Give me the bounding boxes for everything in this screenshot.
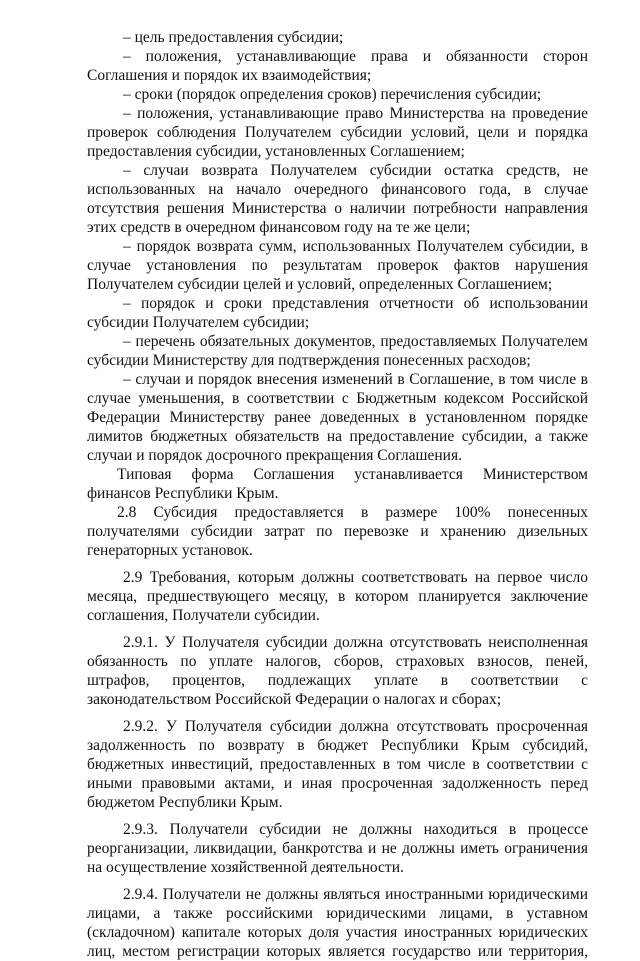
paragraph-16: 2.9.4. Получатели не должны являться иностранными юридическими лицами, а также российскими юридическими лицами, в уставном (складочном) капитале которых доля участия иностранных юридических лиц, местом регистрации которых является государство или территория, — [87, 886, 588, 960]
paragraph-8: – перечень обязательных документов, предоставляемых Получателем субсидии Министерству для подтверждения понесенных расходов; — [87, 333, 588, 369]
paragraph-7: – порядок и сроки представления отчетности об использовании субсидии Получателем субсидии; — [87, 295, 588, 331]
paragraph-9: – случаи и порядок внесения изменений в Соглашение, в том числе в случае уменьшения, в соответствии с Бюджетным кодексом Российской Федерации Министерству ранее доведенных в установленном порядке лимитов бюджетных обязательств на предоставление субсидии, а также случаи и порядок досрочного прекращения Соглашения. — [87, 371, 588, 464]
paragraph-3: – сроки (порядок определения сроков) перечисления субсидии; — [123, 86, 542, 103]
paragraph-13: 2.9.1. У Получателя субсидии должна отсутствовать неисполненная обязанность по уплате налогов, сборов, страховых взносов, пеней, штрафов, процентов, подлежащих уплате в соответствии с законодательством Российской Федерации о налогах и сборах; — [87, 634, 588, 708]
paragraph-11: 2.8 Субсидия предоставляется в размере 100% понесенных получателями субсидии затрат по перевозке и хранению дизельных генераторных установок. — [87, 504, 588, 559]
paragraph-15: 2.9.3. Получатели субсидии не должны находиться в процессе реорганизации, ликвидации, банкротства и не должны иметь ограничения на осуществление хозяйственной деятельности. — [87, 821, 588, 876]
paragraph-14: 2.9.2. У Получателя субсидии должна отсутствовать просроченная задолженность по возврату в бюджет Республики Крым субсидий, бюджетных инвестиций, предоставленных в том числе в соответствии с иными правовыми актами, и иная просроченная задолженность перед бюджетом Республики Крым. — [87, 718, 588, 811]
paragraph-10: Типовая форма Соглашения устанавливается Министерством финансов Республики Крым. — [87, 466, 588, 502]
paragraph-2: – положения, устанавливающие права и обязанности сторон Соглашения и порядок их взаимодействия; — [87, 48, 588, 84]
paragraph-4: – положения, устанавливающие право Министерства на проведение проверок соблюдения Получателем субсидии условий, цели и порядка предоставления субсидии, установленных Соглашением; — [87, 105, 588, 160]
paragraph-5: – случаи возврата Получателем субсидии остатка средств, не использованных на начало очередного финансового года, в случае отсутствия решения Министерства о наличии потребности направления этих средств в очередном финансовом году на те же цели; — [87, 162, 588, 236]
paragraph-1: – цель предоставления субсидии; — [123, 29, 344, 46]
paragraph-6: – порядок возврата сумм, использованных Получателем субсидии, в случае установления по результатам проверок фактов нарушения Получателем субсидии целей и условий, определенных Соглашением; — [87, 238, 588, 293]
paragraph-12: 2.9 Требования, которым должны соответствовать на первое число месяца, предшествующего месяцу, в котором планируется заключение соглашения, Получатели субсидии. — [87, 569, 588, 624]
